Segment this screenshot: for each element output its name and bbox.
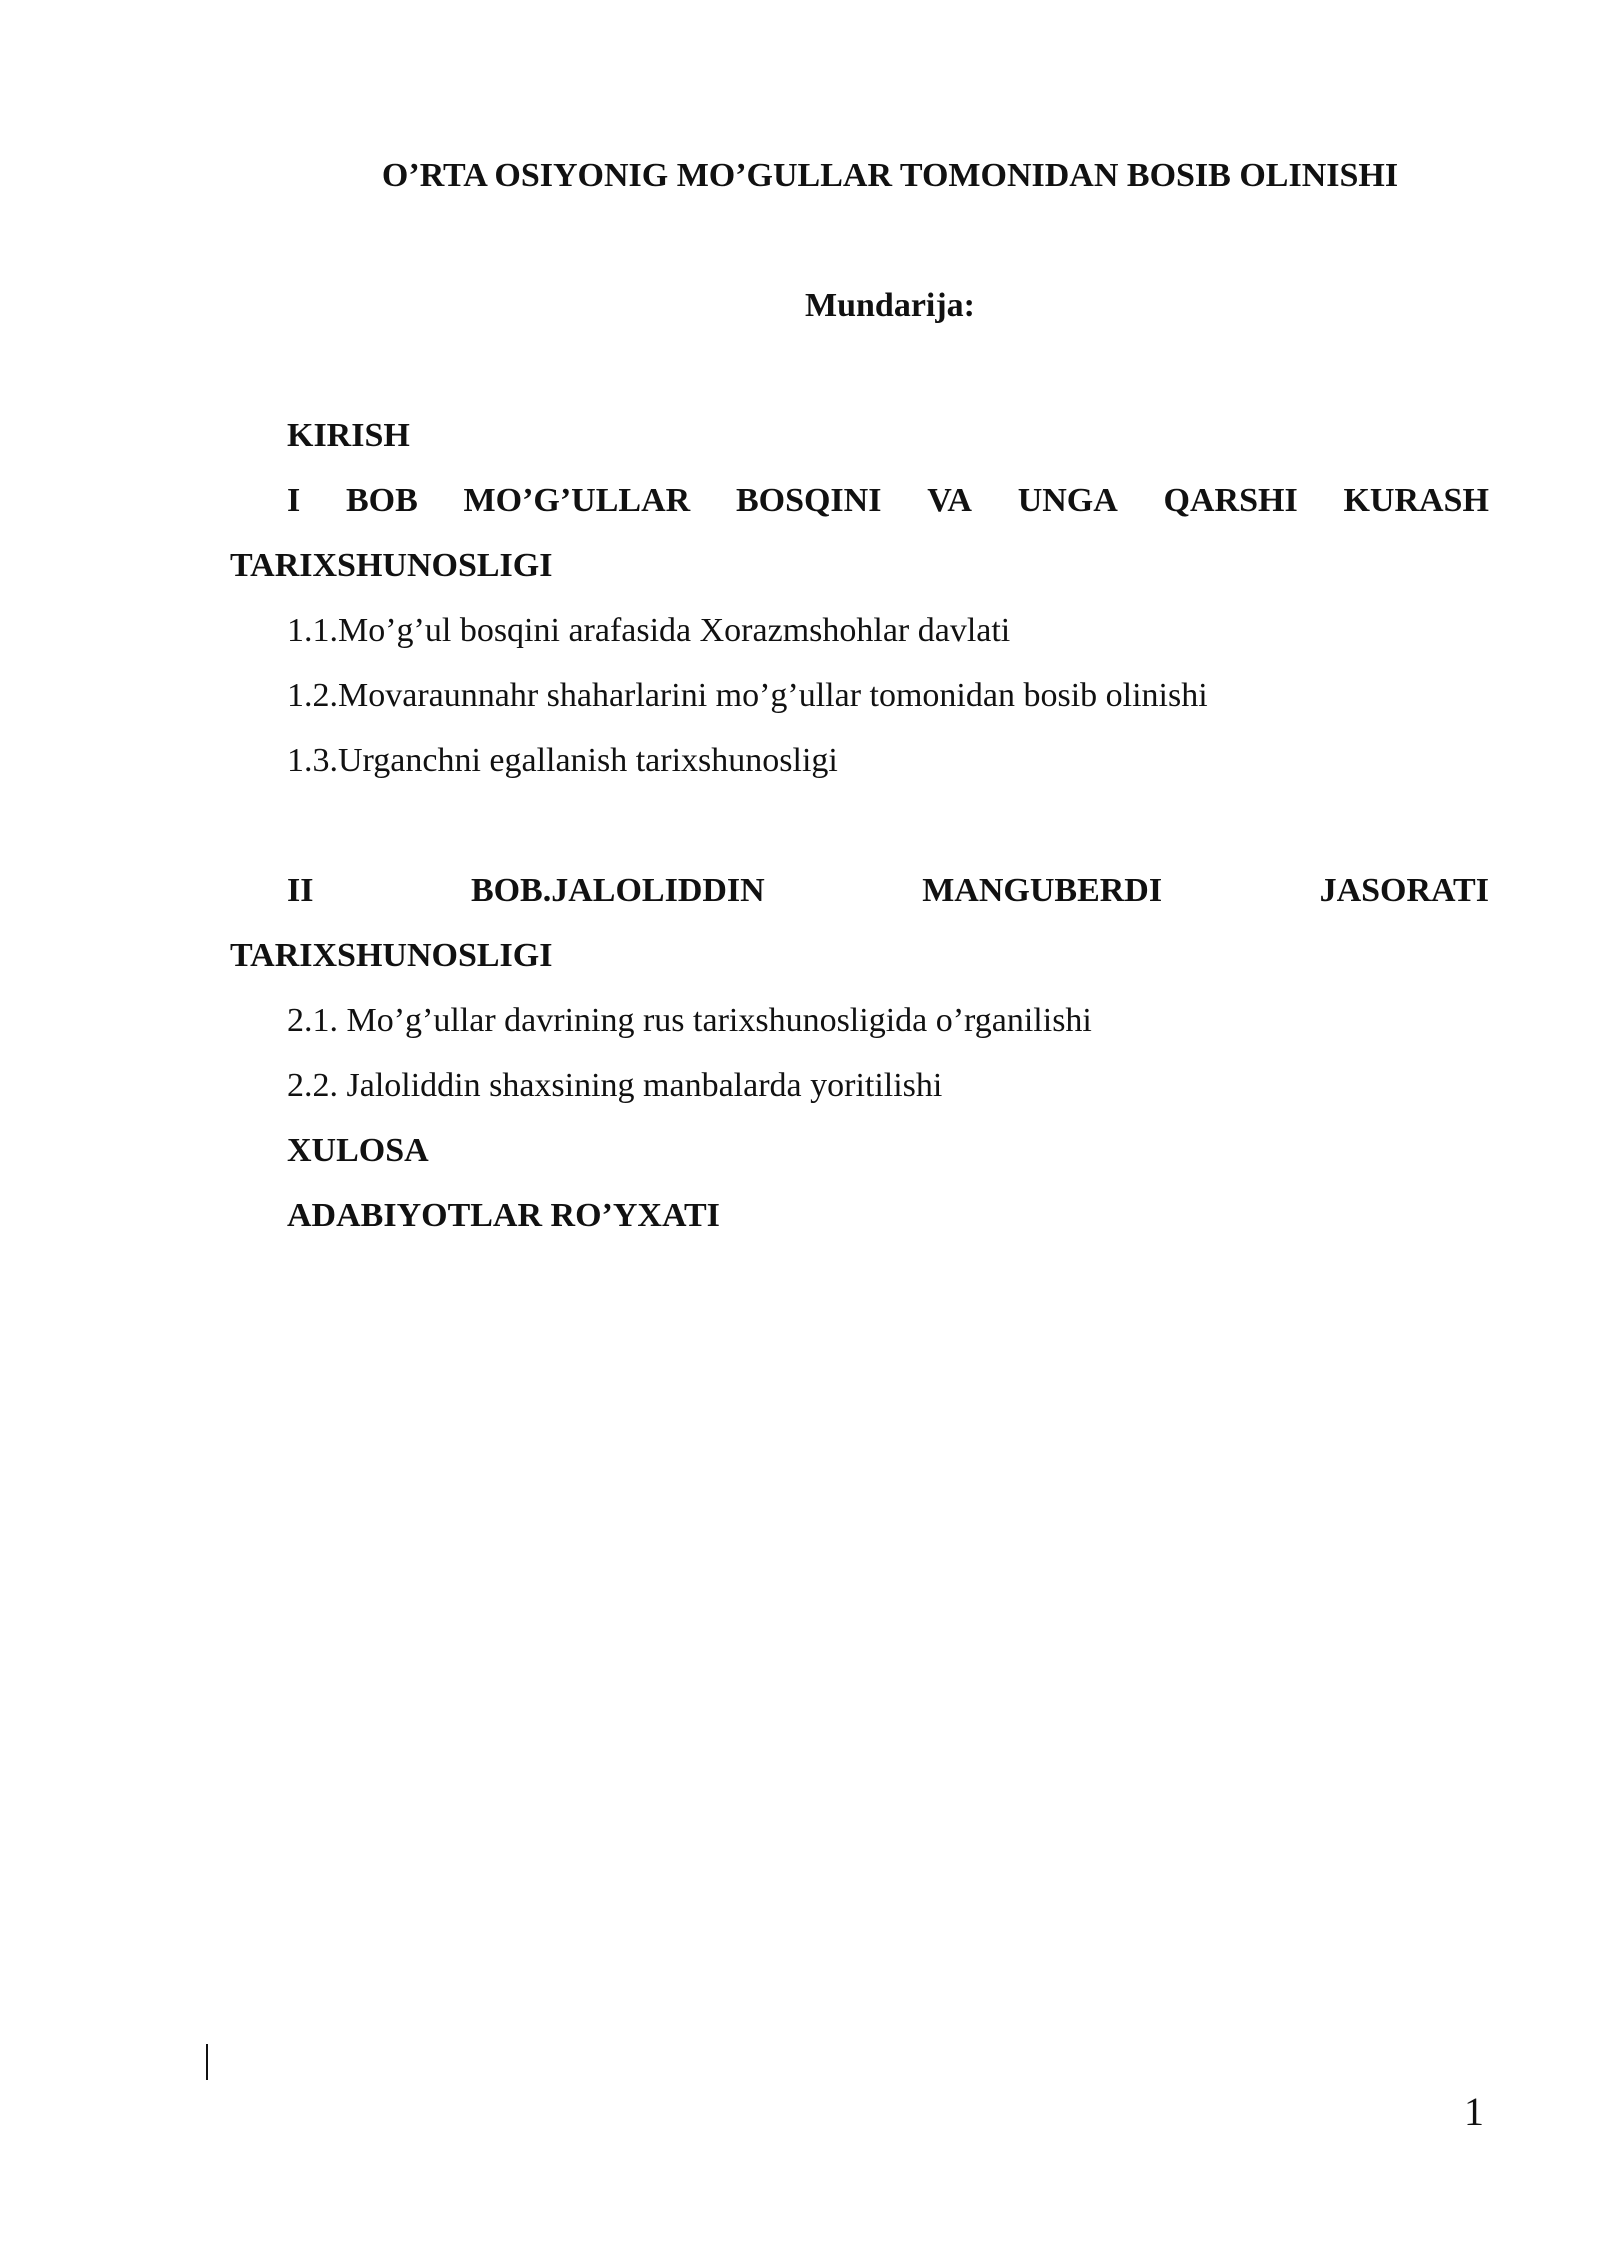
document-title: O’RTA OSIYONIG MO’GULLAR TOMONIDAN BOSIB OLINISHI [381,157,1399,194]
toc-entry-section-1-1: 1.1.Mo’g’ul bosqini arafasida Xorazmshohlar davlati [287,612,1011,649]
toc-heading: Mundarija: [805,287,975,324]
chapter-2-word: JASORATI [1319,872,1489,909]
toc-entry-section-1-2: 1.2.Movaraunnahr shaharlarini mo’g’ullar tomonidan bosib olinishi [287,677,1208,714]
chapter-1-word: MO’G’ULLAR [463,482,691,519]
chapter-1-word: BOB [345,482,418,519]
chapter-2-word: II [287,872,314,909]
text-cursor [206,2044,208,2080]
toc-entry-chapter-1-continued: TARIXSHUNOSLIGI [230,547,553,584]
chapter-1-word: BOSQINI [735,482,882,519]
chapter-1-word: I [287,482,301,519]
chapter-1-word: QARSHI [1163,482,1298,519]
toc-entry-intro: KIRISH [287,417,410,454]
toc-entry-references: ADABIYOTLAR RO’YXATI [287,1197,720,1234]
chapter-1-word: UNGA [1017,482,1118,519]
chapter-1-word: VA [927,482,972,519]
toc-entry-conclusion: XULOSA [287,1132,429,1169]
toc-entry-section-2-1: 2.1. Mo’g’ullar davrining rus tarixshunosligida o’rganilishi [287,1002,1092,1039]
chapter-1-word: KURASH [1343,482,1489,519]
toc-entry-chapter-2-continued: TARIXSHUNOSLIGI [230,937,553,974]
page-number: 1 [1464,2089,1484,2134]
toc-entry-section-2-2: 2.2. Jaloliddin shaxsining manbalarda yoritilishi [287,1067,943,1104]
chapter-2-word: MANGUBERDI [922,872,1163,909]
chapter-2-word: BOB.JALOLIDDIN [470,872,765,909]
toc-entry-chapter-1 [287,477,1489,525]
toc-entry-section-1-3: 1.3.Urganchni egallanish tarixshunosligi [287,742,838,779]
toc-entry-chapter-2 [287,867,1489,915]
